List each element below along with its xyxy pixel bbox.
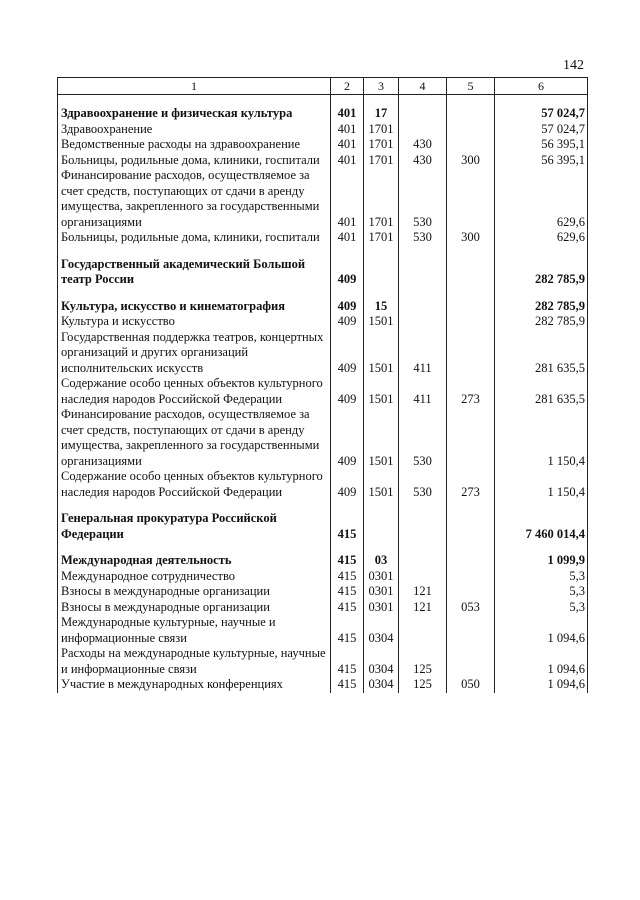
- cell-sum: 1 094,6: [495, 677, 588, 693]
- cell-rz: 1701: [364, 122, 399, 138]
- table-header-row: [58, 78, 588, 95]
- cell-ved: 409: [331, 376, 364, 407]
- cell-vr: [447, 299, 495, 315]
- cell-sum: 57 024,7: [495, 122, 588, 138]
- cell-ved: 415: [331, 677, 364, 693]
- table-row: [58, 299, 588, 315]
- spacer-cell: [447, 246, 495, 257]
- cell-ved: 401: [331, 106, 364, 122]
- cell-name: Культура, искусство и кинематография: [58, 299, 331, 315]
- spacer-cell: [331, 95, 364, 107]
- cell-cs: [399, 122, 447, 138]
- cell-name: Участие в международных конференциях: [58, 677, 331, 693]
- cell-ved: 401: [331, 137, 364, 153]
- cell-vr: 273: [447, 469, 495, 500]
- cell-rz: [364, 257, 399, 288]
- cell-cs: 430: [399, 153, 447, 169]
- cell-ved: 415: [331, 569, 364, 585]
- cell-rz: 0301: [364, 600, 399, 616]
- cell-rz: 1701: [364, 230, 399, 246]
- cell-vr: [447, 257, 495, 288]
- spacer-cell: [364, 246, 399, 257]
- cell-ved: 401: [331, 230, 364, 246]
- spacer-cell: [58, 500, 331, 511]
- cell-rz: 17: [364, 106, 399, 122]
- cell-name: Генеральная прокуратура Российской Федерации: [58, 511, 331, 542]
- spacer-cell: [495, 246, 588, 257]
- cell-name: Больницы, родильные дома, клиники, госпитали: [58, 230, 331, 246]
- cell-ved: 415: [331, 646, 364, 677]
- cell-vr: [447, 314, 495, 330]
- cell-vr: [447, 137, 495, 153]
- cell-rz: 03: [364, 553, 399, 569]
- cell-vr: [447, 615, 495, 646]
- column-header-vr: 5: [447, 78, 495, 95]
- cell-cs: 530: [399, 230, 447, 246]
- spacer-cell: [58, 95, 331, 107]
- table-body: [58, 95, 588, 693]
- cell-name: Содержание особо ценных объектов культурного наследия народов Российской Федерации: [58, 376, 331, 407]
- cell-vr: [447, 122, 495, 138]
- cell-sum: 282 785,9: [495, 314, 588, 330]
- table-row: [58, 569, 588, 585]
- cell-sum: 1 099,9: [495, 553, 588, 569]
- table-row: [58, 122, 588, 138]
- cell-name: Расходы на международные культурные, научные и информационные связи: [58, 646, 331, 677]
- table-row: [58, 376, 588, 407]
- cell-ved: 401: [331, 168, 364, 230]
- spacer-cell: [399, 288, 447, 299]
- cell-name: Международные культурные, научные и информационные связи: [58, 615, 331, 646]
- cell-ved: 409: [331, 330, 364, 377]
- table-row: [58, 469, 588, 500]
- cell-rz: 1501: [364, 407, 399, 469]
- spacer-cell: [447, 500, 495, 511]
- spacer-cell: [495, 288, 588, 299]
- cell-sum: 56 395,1: [495, 153, 588, 169]
- cell-rz: 1501: [364, 330, 399, 377]
- table-row: [58, 106, 588, 122]
- spacer-cell: [495, 500, 588, 511]
- cell-rz: 0304: [364, 677, 399, 693]
- cell-vr: [447, 407, 495, 469]
- row-spacer: [58, 542, 588, 553]
- spacer-cell: [399, 246, 447, 257]
- cell-ved: 409: [331, 407, 364, 469]
- spacer-cell: [447, 95, 495, 107]
- cell-name: Финансирование расходов, осуществляемое за счет средств, поступающих от сдачи в аренду имущества, закрепленного за государственными организациями: [58, 168, 331, 230]
- cell-rz: 1501: [364, 469, 399, 500]
- cell-sum: 7 460 014,4: [495, 511, 588, 542]
- cell-sum: 5,3: [495, 584, 588, 600]
- row-spacer: [58, 288, 588, 299]
- cell-cs: [399, 615, 447, 646]
- cell-sum: 5,3: [495, 569, 588, 585]
- cell-rz: 15: [364, 299, 399, 315]
- spacer-cell: [364, 288, 399, 299]
- cell-vr: 273: [447, 376, 495, 407]
- page-number: 142: [563, 58, 584, 73]
- row-spacer: [58, 95, 588, 107]
- spacer-cell: [58, 288, 331, 299]
- cell-cs: 125: [399, 677, 447, 693]
- cell-rz: [364, 511, 399, 542]
- cell-name: Культура и искусство: [58, 314, 331, 330]
- cell-rz: 0301: [364, 569, 399, 585]
- cell-sum: 1 094,6: [495, 615, 588, 646]
- cell-name: Государственный академический Большой театр России: [58, 257, 331, 288]
- cell-cs: [399, 299, 447, 315]
- cell-cs: 430: [399, 137, 447, 153]
- cell-cs: 411: [399, 330, 447, 377]
- cell-ved: 409: [331, 299, 364, 315]
- cell-vr: [447, 511, 495, 542]
- cell-vr: [447, 330, 495, 377]
- cell-name: Международное сотрудничество: [58, 569, 331, 585]
- cell-name: Здравоохранение: [58, 122, 331, 138]
- cell-sum: 629,6: [495, 230, 588, 246]
- table-row: [58, 330, 588, 377]
- cell-sum: 282 785,9: [495, 257, 588, 288]
- table-row: [58, 153, 588, 169]
- cell-vr: 053: [447, 600, 495, 616]
- cell-vr: 050: [447, 677, 495, 693]
- table-row: [58, 615, 588, 646]
- column-header-rz: 3: [364, 78, 399, 95]
- column-header-name: 1: [58, 78, 331, 95]
- cell-sum: 282 785,9: [495, 299, 588, 315]
- cell-name: Здравоохранение и физическая культура: [58, 106, 331, 122]
- spacer-cell: [331, 542, 364, 553]
- cell-cs: 530: [399, 469, 447, 500]
- cell-rz: 1501: [364, 376, 399, 407]
- cell-vr: 300: [447, 230, 495, 246]
- table-row: [58, 257, 588, 288]
- cell-vr: 300: [447, 153, 495, 169]
- spacer-cell: [495, 542, 588, 553]
- cell-cs: [399, 569, 447, 585]
- cell-rz: 0301: [364, 584, 399, 600]
- spacer-cell: [364, 542, 399, 553]
- cell-cs: 121: [399, 600, 447, 616]
- cell-vr: [447, 584, 495, 600]
- cell-ved: 409: [331, 257, 364, 288]
- cell-name: Взносы в международные организации: [58, 584, 331, 600]
- table-row: [58, 511, 588, 542]
- table-row: [58, 553, 588, 569]
- cell-vr: [447, 168, 495, 230]
- spacer-cell: [364, 500, 399, 511]
- table-row: [58, 137, 588, 153]
- table-row: [58, 677, 588, 693]
- spacer-cell: [399, 542, 447, 553]
- spacer-cell: [399, 95, 447, 107]
- cell-rz: 0304: [364, 646, 399, 677]
- column-header-cs: 4: [399, 78, 447, 95]
- spacer-cell: [364, 95, 399, 107]
- column-header-sum: 6: [495, 78, 588, 95]
- cell-ved: 415: [331, 511, 364, 542]
- cell-cs: 121: [399, 584, 447, 600]
- row-spacer: [58, 500, 588, 511]
- cell-rz: 0304: [364, 615, 399, 646]
- spacer-cell: [331, 500, 364, 511]
- cell-ved: 415: [331, 600, 364, 616]
- cell-sum: 5,3: [495, 600, 588, 616]
- cell-cs: 411: [399, 376, 447, 407]
- spacer-cell: [447, 542, 495, 553]
- table-row: [58, 584, 588, 600]
- cell-ved: 415: [331, 615, 364, 646]
- cell-ved: 401: [331, 153, 364, 169]
- spacer-cell: [447, 288, 495, 299]
- table-row: [58, 600, 588, 616]
- cell-ved: 401: [331, 122, 364, 138]
- cell-name: Взносы в международные организации: [58, 600, 331, 616]
- cell-sum: 1 150,4: [495, 407, 588, 469]
- cell-cs: 530: [399, 168, 447, 230]
- cell-vr: [447, 646, 495, 677]
- spacer-cell: [58, 246, 331, 257]
- cell-name: Ведомственные расходы на здравоохранение: [58, 137, 331, 153]
- cell-rz: 1501: [364, 314, 399, 330]
- cell-name: Финансирование расходов, осуществляемое за счет средств, поступающих от сдачи в аренду имущества, закрепленного за государственными организациями: [58, 407, 331, 469]
- spacer-cell: [495, 95, 588, 107]
- cell-sum: 56 395,1: [495, 137, 588, 153]
- table-row: [58, 646, 588, 677]
- cell-rz: 1701: [364, 137, 399, 153]
- cell-sum: 281 635,5: [495, 330, 588, 377]
- budget-table: [57, 77, 588, 693]
- cell-sum: 1 094,6: [495, 646, 588, 677]
- cell-vr: [447, 569, 495, 585]
- cell-rz: 1701: [364, 153, 399, 169]
- cell-cs: [399, 511, 447, 542]
- table-row: [58, 314, 588, 330]
- cell-sum: 629,6: [495, 168, 588, 230]
- cell-cs: [399, 106, 447, 122]
- cell-sum: 1 150,4: [495, 469, 588, 500]
- cell-cs: 530: [399, 407, 447, 469]
- spacer-cell: [331, 246, 364, 257]
- cell-ved: 409: [331, 469, 364, 500]
- cell-name: Содержание особо ценных объектов культурного наследия народов Российской Федерации: [58, 469, 331, 500]
- cell-vr: [447, 106, 495, 122]
- column-header-ved: 2: [331, 78, 364, 95]
- cell-ved: 415: [331, 553, 364, 569]
- cell-name: Государственная поддержка театров, концертных организаций и других организаций исполнительских искусств: [58, 330, 331, 377]
- cell-sum: 57 024,7: [495, 106, 588, 122]
- cell-cs: [399, 553, 447, 569]
- spacer-cell: [331, 288, 364, 299]
- cell-cs: 125: [399, 646, 447, 677]
- spacer-cell: [399, 500, 447, 511]
- cell-vr: [447, 553, 495, 569]
- cell-cs: [399, 314, 447, 330]
- cell-ved: 409: [331, 314, 364, 330]
- cell-rz: 1701: [364, 168, 399, 230]
- cell-cs: [399, 257, 447, 288]
- cell-name: Больницы, родильные дома, клиники, госпитали: [58, 153, 331, 169]
- spacer-cell: [58, 542, 331, 553]
- cell-sum: 281 635,5: [495, 376, 588, 407]
- table-row: [58, 407, 588, 469]
- row-spacer: [58, 246, 588, 257]
- table-row: [58, 168, 588, 230]
- cell-ved: 415: [331, 584, 364, 600]
- cell-name: Международная деятельность: [58, 553, 331, 569]
- table-row: [58, 230, 588, 246]
